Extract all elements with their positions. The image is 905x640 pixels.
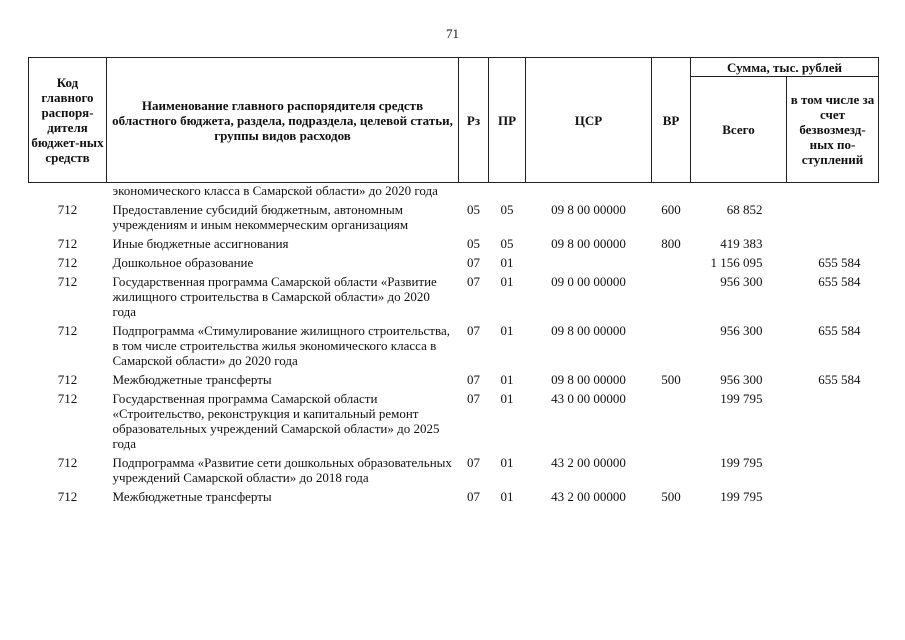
cell-free: 655 584 (818, 274, 861, 289)
cell-csr: 09 8 00 00000 (551, 372, 626, 387)
cell-pr: 01 (500, 455, 514, 470)
cell-free (787, 485, 879, 504)
cell-name: Межбюджетные трансферты (112, 489, 272, 504)
cell-free (787, 451, 879, 485)
cell-total: 956 300 (720, 372, 763, 387)
cell-vr: 500 (661, 372, 681, 387)
cell-rz (459, 183, 489, 199)
table-row (29, 198, 879, 232)
table-row (29, 319, 879, 368)
cell-total: 68 852 (726, 202, 763, 217)
cell-pr: 05 (500, 236, 514, 251)
table-row (29, 451, 879, 485)
cell-csr: 09 8 00 00000 (551, 202, 626, 217)
cell-free (787, 183, 879, 199)
cell-name: Межбюджетные трансферты (112, 372, 272, 387)
cell-total: 199 795 (720, 455, 763, 470)
cell-code: 712 (57, 274, 78, 289)
table-row (29, 387, 879, 451)
cell-code: 712 (57, 455, 78, 470)
cell-vr: 800 (661, 236, 681, 251)
table-row (29, 368, 879, 387)
cell-vr (652, 451, 691, 485)
cell-pr: 01 (500, 255, 514, 270)
cell-free: 655 584 (818, 323, 861, 338)
cell-free (787, 387, 879, 451)
cell-pr: 01 (500, 489, 514, 504)
cell-free (787, 232, 879, 251)
cell-rz: 05 (467, 236, 480, 251)
cell-csr: 09 8 00 00000 (551, 323, 626, 338)
table-body (29, 183, 879, 505)
cell-free: 655 584 (818, 255, 861, 270)
cell-total: 419 383 (720, 236, 763, 251)
cell-free (787, 198, 879, 232)
cell-rz: 07 (467, 489, 480, 504)
header-vr: ВР (652, 58, 691, 183)
cell-code: 712 (57, 391, 78, 406)
cell-vr: 500 (661, 489, 681, 504)
cell-name: Предоставление субсидий бюджетным, автономным учреждениям и иным некоммерческим организациям (112, 202, 409, 232)
table-row (29, 251, 879, 270)
header-pr: ПР (489, 58, 526, 183)
cell-vr: 600 (661, 202, 681, 217)
table-row (29, 232, 879, 251)
header-csr: ЦСР (526, 58, 652, 183)
cell-pr: 01 (500, 274, 514, 289)
cell-csr (526, 183, 652, 199)
cell-rz: 07 (467, 455, 480, 470)
cell-code (29, 183, 107, 199)
cell-name: экономического класса в Самарской области» до 2020 года (112, 183, 438, 198)
cell-name: Государственная программа Самарской области «Развитие жилищного строительства в Самарской области» до 2020 года (112, 274, 437, 319)
cell-vr (652, 251, 691, 270)
header-name: Наименование главного распорядителя средств областного бюджета, раздела, подраздела, целевой статьи, группы видов расходов (107, 58, 459, 183)
cell-pr: 01 (500, 391, 514, 406)
cell-rz: 07 (467, 323, 480, 338)
cell-name: Дошкольное образование (112, 255, 254, 270)
cell-total: 199 795 (720, 391, 763, 406)
header-sum: Сумма, тыс. рублей (691, 58, 879, 77)
cell-rz: 07 (467, 391, 480, 406)
cell-name: Подпрограмма «Стимулирование жилищного строительства, в том числе строительства жилья экономического класса в Самарской области» до 2020 года (112, 323, 450, 368)
cell-vr (652, 319, 691, 368)
cell-pr: 01 (500, 323, 514, 338)
cell-code: 712 (57, 323, 78, 338)
cell-rz: 07 (467, 372, 480, 387)
cell-csr: 43 2 00 00000 (551, 455, 626, 470)
page-number: 71 (446, 26, 459, 41)
table-row (29, 485, 879, 504)
cell-name: Подпрограмма «Развитие сети дошкольных образовательных учреждений Самарской области» до 2018 года (112, 455, 452, 485)
cell-code: 712 (57, 489, 78, 504)
cell-csr: 43 0 00 00000 (551, 391, 626, 406)
cell-pr (489, 183, 526, 199)
cell-pr: 01 (500, 372, 514, 387)
header-free: в том числе за счет безвозмезд-ных по-ступлений (787, 77, 879, 183)
cell-csr: 09 8 00 00000 (551, 236, 626, 251)
cell-name: Государственная программа Самарской области «Строительство, реконструкция и капитальный ремонт образовательных учреждений Самарской области» до 2025 года (112, 391, 440, 451)
cell-name: Иные бюджетные ассигнования (112, 236, 289, 251)
header-code: Код главного распоря-дителя бюджет-ных средств (29, 58, 107, 183)
cell-vr (652, 183, 691, 199)
cell-rz: 07 (467, 255, 480, 270)
cell-code: 712 (57, 372, 78, 387)
table-row (29, 270, 879, 319)
table-row (29, 183, 879, 199)
header-total: Всего (691, 77, 787, 183)
header-rz: Рз (459, 58, 489, 183)
budget-table (28, 57, 879, 504)
cell-pr: 05 (500, 202, 514, 217)
cell-total: 956 300 (720, 323, 763, 338)
cell-code: 712 (57, 202, 78, 217)
cell-rz: 07 (467, 274, 480, 289)
cell-vr (652, 270, 691, 319)
cell-csr: 43 2 00 00000 (551, 489, 626, 504)
cell-vr (652, 387, 691, 451)
cell-csr (526, 251, 652, 270)
cell-code: 712 (57, 236, 78, 251)
cell-free: 655 584 (818, 372, 861, 387)
cell-csr: 09 0 00 00000 (551, 274, 626, 289)
cell-total: 199 795 (720, 489, 763, 504)
cell-total: 1 156 095 (710, 255, 763, 270)
cell-total: 956 300 (720, 274, 763, 289)
cell-total (691, 183, 787, 199)
cell-code: 712 (57, 255, 78, 270)
cell-rz: 05 (467, 202, 480, 217)
